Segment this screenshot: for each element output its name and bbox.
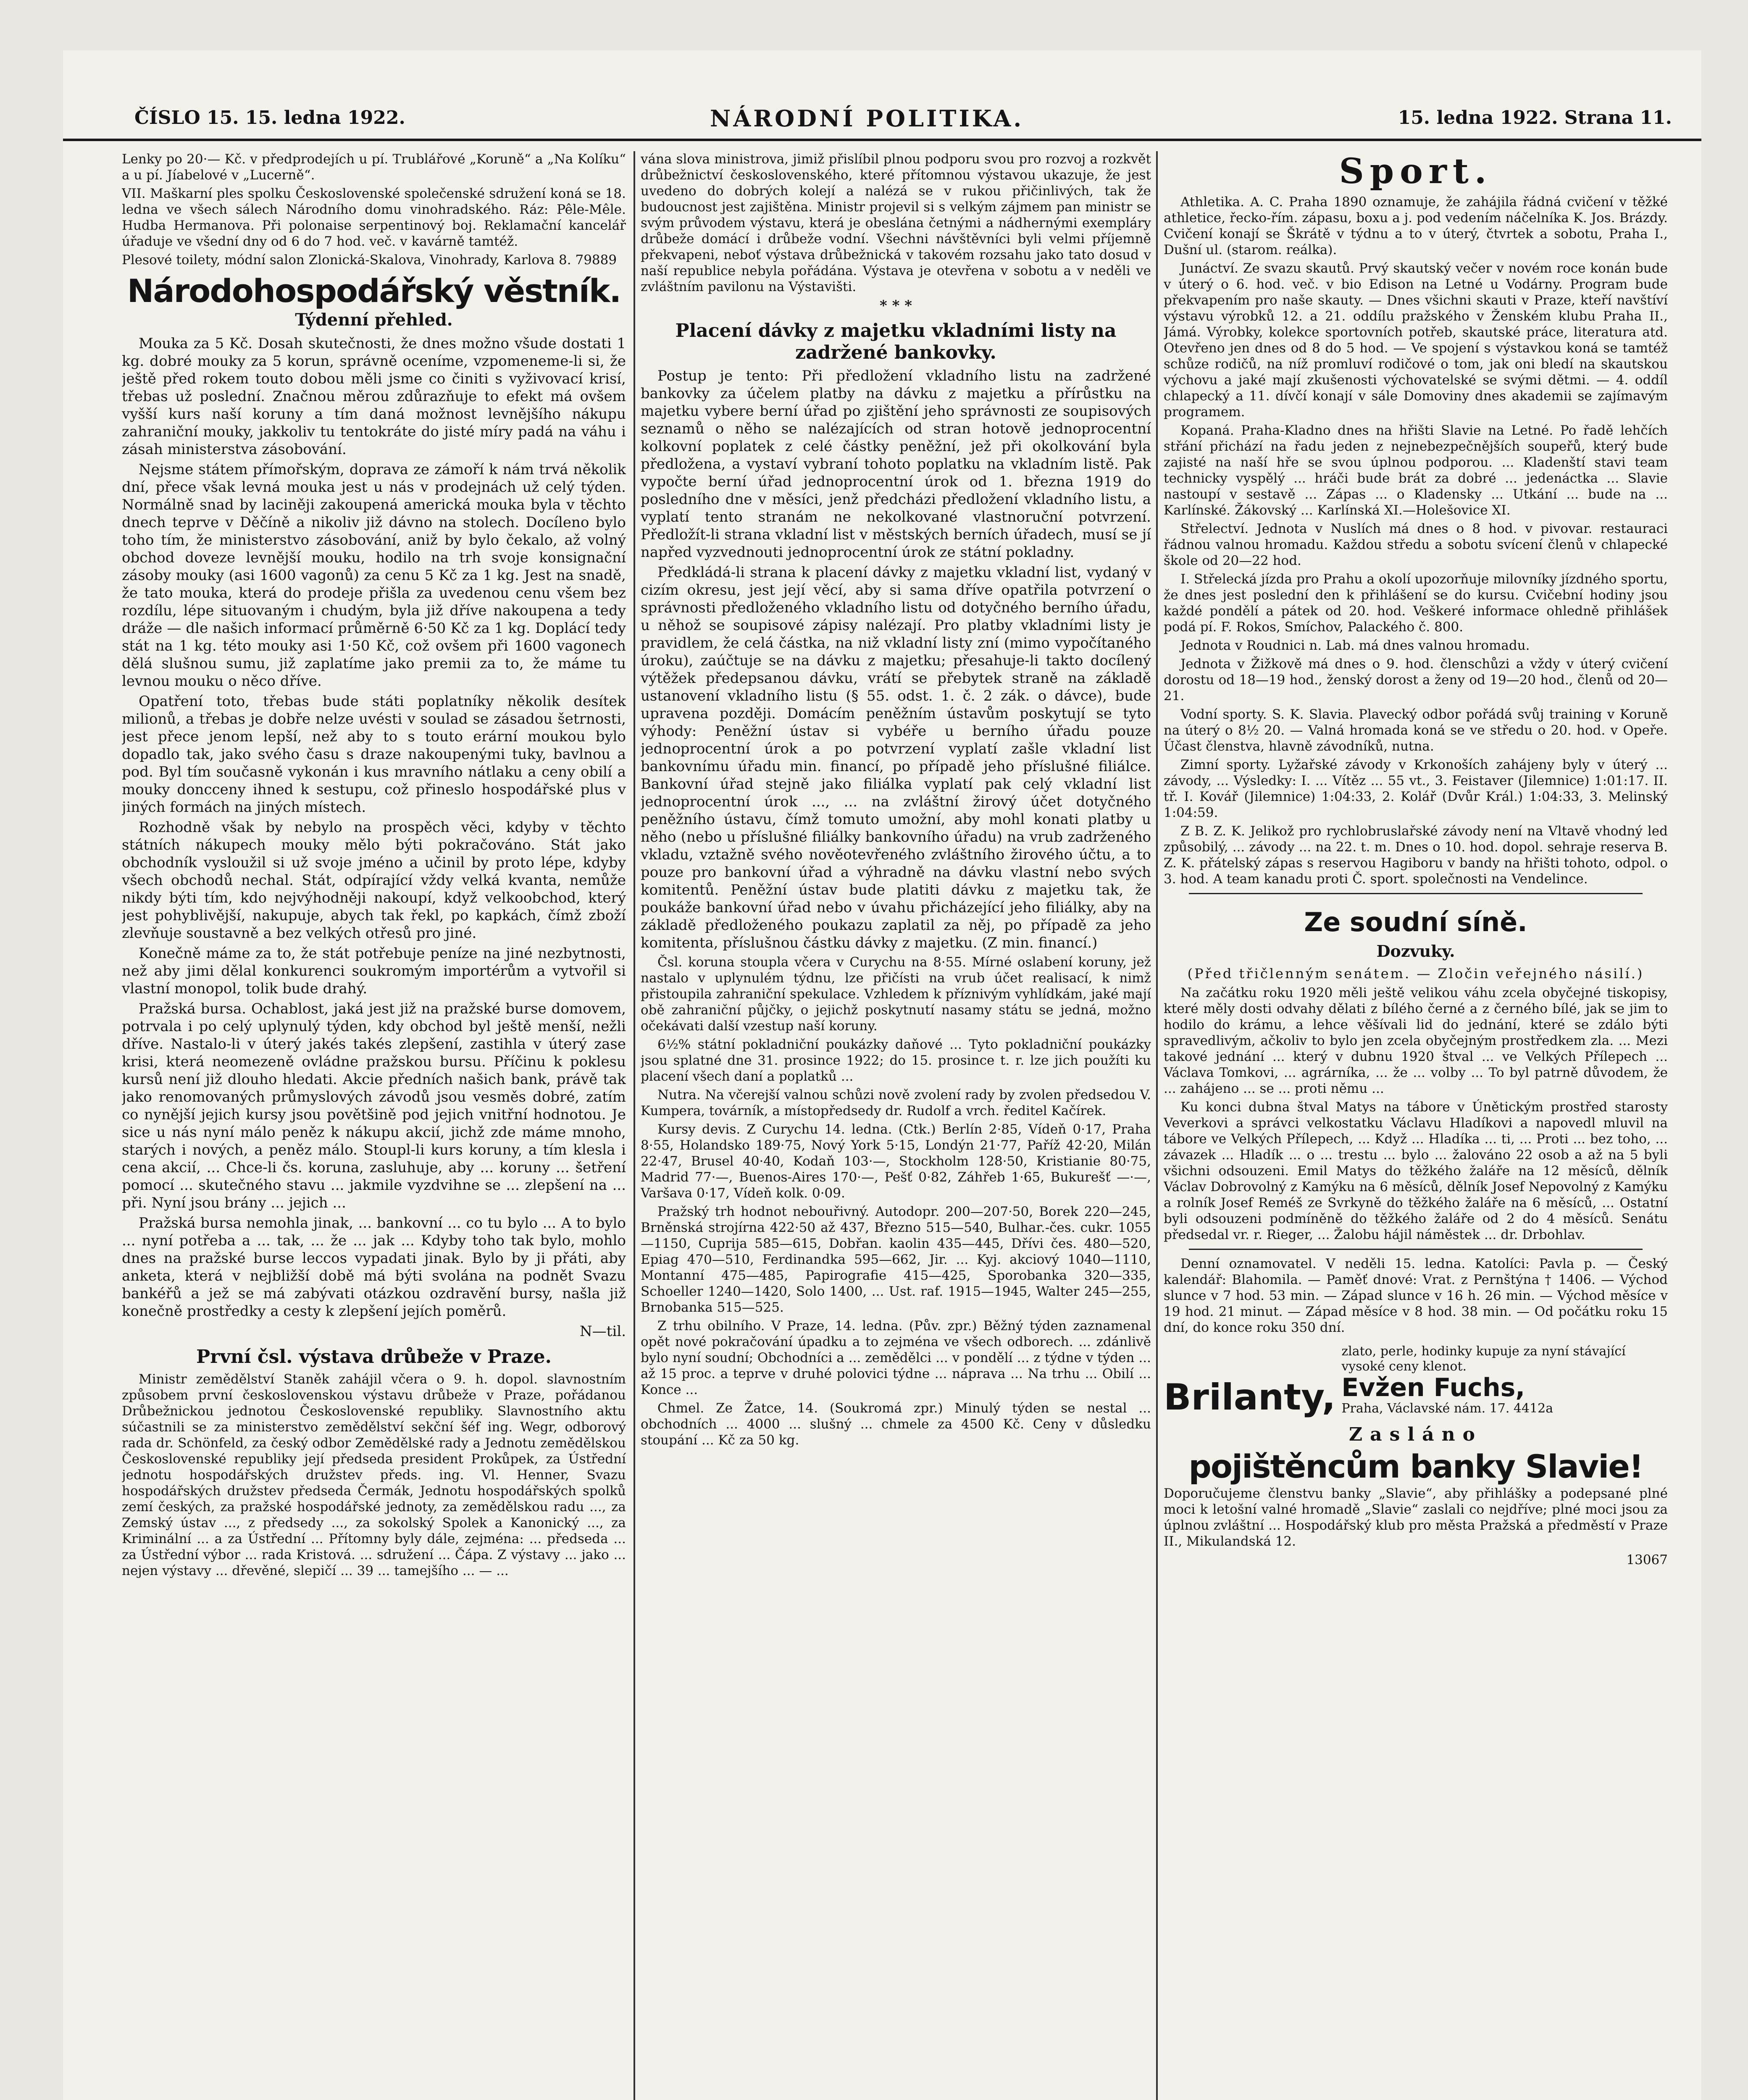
sport-paragraph: Junáctví. Ze svazu skautů. Prvý skautský večer v novém roce konán bude v úterý o 6. hod. več. v bio Edison na Letné u Vodárny. Program bude překvapením pro naše skauty. — Dnes všichni skauti v Praze, kteří navštíví výstavu výrobků 12. a 21. oddílu pražského v Ženském klubu Praha II., Jámá. Výrobky, kolekce sportovních potřeb, skautské práce, literatura atd. Otevřeno jen dnes od 8 do 5 hod. — Ve spojení s výstavkou koná se tamtéž schůze rodičů, na níž promluví rodičové o tom, jak oni bledí na skautskou výchovu a jaké mají zkušenosti výchovatelské se svými dětmi. — 4. oddíl chlapecký a 11. dívčí konají v sále Domoviny dnes akademii se zajímavým programem. xyxy=(1164,261,1668,420)
court-heading: Ze soudní síně. xyxy=(1304,907,1527,937)
exhibit-heading: První čsl. výstava drůbeže v Praze. xyxy=(196,1346,552,1368)
market-paragraph: Čsl. koruna stoupla včera v Curychu na 8·55. Mírné oslabení koruny, jež nastalo v uplynulém týdnu, lze přičísti na vrub účet realisací, k nimž přistoupila zahraniční spekulace. Vzhledem k příznivým vyhlídkám, jaké mají obě zahraniční půjčky, o jejichž poskytnutí nasamy státu se jedná, možno očekávati další vzestup naší koruny. xyxy=(641,955,1151,1034)
ad-text-block xyxy=(1341,1344,1668,1416)
separator-stars: * * * xyxy=(879,297,912,314)
ad-text: zlato, perle, hodinky kupuje za nyní stávající vysoké ceny klenot. xyxy=(1341,1344,1626,1374)
sport-paragraph: Kopaná. Praha-Kladno dnes na hřišti Slavie na Letné. Po řadě lehčích střání přichází na řadu jeden z nejnebezpečnějších soupeřů, který bude zajisté na naší hře se svou úplnou podporou. ... Kladenští stavi team technicky vyspělý ... hráči bude brát za dobré ... jedenáctka ... Slavie nastoupí v sestavě ... Zápas ... o Kladensky ... Utkání ... bude na ... Karlínské. Žákovský ... Karlínská XI.—Holešovice XI. xyxy=(1164,423,1668,518)
ad-address: Praha, Václavské nám. 17. 4412a xyxy=(1341,1401,1553,1416)
issue-date-page: 15. ledna 1922. Strana 11. xyxy=(1398,107,1672,129)
sport-paragraph: Jednota v Roudnici n. Lab. má dnes valnou hromadu. xyxy=(1180,638,1530,653)
column-divider-1 xyxy=(633,151,635,2100)
market-paragraph: Pražský trh hodnot nebouřivný. Autodopr. 200—207·50, Borek 220—245, Brněnská strojírna 422·50 až 437, Březno 515—540, Bulhar.-čes. cukr. 1055—1150, Cuprija 585—615, Dobřan. kaolin 435—445, Dřívi čes. 480—520, Epiag 470—510, Ferdinandka 595—662, Jir. ... Kyj. akciový 1040—1110, Montanní 475—485, Papirografie 415—425, Sporobanka 320—335, Schoeller 1240—1420, Solo 1400, ... Ust. raf. 1915—1945, Walter 245—255, Brnobanka 515—525. xyxy=(641,1204,1151,1315)
bourse-paragraph: Pražská bursa nemohla jinak, ... bankovní ... co tu bylo ... A to bylo ... nyní potřeba a ... tak, ... že ... jak ... Kdyby toho tak bylo, mohlo dnes na pražské burse leccos vypadati jinak. Bylo by ji přáti, aby anketa, která v nejbližší době má býti svolána na podnět Svazu bankéřů a jež se má zabývati otázkou ozdravění bursy, našla již konečně prostředky a cesty k zlepšení jejích poměrů. xyxy=(122,1215,626,1320)
sport-heading: Sport. xyxy=(1339,151,1493,192)
sport-paragraph: Jednota v Žižkově má dnes o 9. hod. členschůzi a vždy v úterý cvičení dorostu od 18—19 hod., ženský dorost a ženy od 19—20 hod., členů od 20—21. xyxy=(1164,656,1668,704)
notice-ball: VII. Maškarní ples spolku Československé společenské sdružení koná se 18. ledna ve všech sálech Národního domu vinohradského. Ráz: Pêle-Mêle. Hudba Hermanova. Při polonaise serpentinový boj. Reklamační kancelář úřaduje ve všední dny od 6 do 7 hod. več. v kavárně tamtéž. xyxy=(122,186,626,249)
economy-paragraph: Opatření toto, třebas bude státi poplatníky několik desítek milionů, a třebas je dobře nelze uvésti v soulad se zásadou šetrnosti, jest přece jenom lepší, než aby to s touto erární moukou bylo dopadlo tak, jako svého času s draze nakoupenými tuky, bavlnou a pod. Byl tím současně vykonán i kus mravního nátlaku a ceny obilí a mouky doncceny ihned k sestupu, což přineslo hospodářské plus v jiných formách na jiných místech. xyxy=(122,693,626,816)
market-paragraph: Z trhu obilního. V Praze, 14. ledna. (Pův. zpr.) Běžný týden zaznamenal opět nové pokračování úpadku a to zejména ve všech odborech. ... zdánlivě bylo nyní soudní; Obchodníci a ... zemědělci ... v pondělí ... z týdne v týden ... až 15 proc. a teprve v druhé polovici týdne ... náprava ... Na trhu ... Obilí ... Konce ... xyxy=(641,1318,1151,1397)
economy-paragraph: Mouka za 5 Kč. Dosah skutečnosti, že dnes možno všude dostati 1 kg. dobré mouky za 5 korun, správně oceníme, vzpomeneme-li si, že ještě před rokem touto dobou měli jsme co činiti s vyživovací krisí, třebas už poslední. Značnou měrou zdůrazňuje to efekt má ovšem vyšší kurs naší koruny a tím daná možnost levnějšího nákupu zahraniční mouky, jakkoliv tu tentokráte do jisté míry padá na váhu i zásah ministerstva zásobování. xyxy=(122,335,626,458)
notice-toilets: Plesové toilety, módní salon Zlonická-Skalova, Vinohrady, Karlova 8. 79889 xyxy=(122,252,617,268)
slavie-text: Doporučujeme členstvu banky „Slavie“, aby přihlášky a podepsané plné moci k letošní valné hromadě „Slavie“ zaslali co nejdříve; plné moci jsou za úplnou zvláštní ... Hospodářský klub pro města Pražská a předměstí v Praze II., Mikulandská 12. xyxy=(1164,1486,1668,1549)
slavie-headline: pojištěncům banky Slavie! xyxy=(1188,1448,1643,1485)
zaslano-label: Zasláno xyxy=(1349,1424,1483,1445)
exhibit-continuation: vána slova ministrova, jimiž přislíbil plnou podporu svou pro rozvoj a rozkvět drůbežnictví československého, které přítomnou výstavou ukazuje, že jest uvedeno do dobrých kolejí a nalézá se v rukou přičinlivých, tak že budoucnost jest zajištěna. Ministr projevil si s velkým zájmem pan ministr se svým průvodem výstavu, která je obeslána četnými a nádhernými exempláry drůbeže domácí i drůbeže vodní. Všechni návštěvníci byli velmi příjemně překvapeni, neboť výstava drůbežnická v takovém rozsahu jako tato dosud v naší republice nebyla pořádána. Výstava je otevřena v sobotu a v neděli ve zvláštním pavilonu na Výstavišti. xyxy=(641,152,1151,294)
court-paragraph: Ku konci dubna štval Matys na tábore v Únětickým prostřed starosty Veverkovi a správci velkostatku Václavu Hladíkovi a napovedl mluvil na tábore ve Velkých Přílepech, ... Když ... Hladíka ... ti, ... Proti ... bez toho, ... závazek ... Hladík ... o ... trestu ... bylo ... žalováno 22 osob a až na 5 byli všichni odsouzeni. Emil Matys do těžkého žaláře na 12 měsíců, dělník Václav Dobrovolný z Kamýku na 6 měsíců, dělník Josef Nepovolný z Kamýku a rolník Josef Reméš ze Svrkyně do těžkého žaláře na 6 měsíců, ... Ostatní byli odsouzeni podmíněně do těžkého žaláře od 2 do 4 měsíců. Senátu předsedal vr. r. Rieger, ... Žalobu hájil náměstek ... dr. Drbohlav. xyxy=(1164,1100,1668,1242)
sport-paragraph: I. Střelecká jízda pro Prahu a okolí upozorňuje milovníky jízdného sportu, že dnes jest poslední den k přihlášení se do kursu. Cvičební hodiny jsou každé pondělí a pátek od 20. hod. Veškeré informace ohledně přihlášek podá pí. F. Rokos, Smíchov, Palackého č. 800. xyxy=(1164,572,1668,635)
notice-paragraph: Postup je tento: Při předložení vkladního listu na zadržené bankovky za účelem platby na dávku z majetku a přírůstku na majetku vybere berní úřad po zjištění jeho správnosti ze soupisových seznamů o něho se nalézajících od stran hotově jednoprocentní kolkovní poplatek z celé částky peněžní, jež při okolkování byla předložena, a vystaví vybraní tohoto poplatku na vkladním listě. Pak vypočte berní úřad jednoprocentní úrok od 1. března 1919 do posledního dne v měsíci, jenž předcházi předložení vkladního listu, a vyplatí tento stranám ne nekolkované vlastnoruční potvrzení. Předložít-li strana vkladní list v městských berních úřadech, musí se jí napřed vyzvednouti jednoprocentní úrok ze státní pokladny. xyxy=(641,368,1151,561)
notice-heading: Placení dávky z majetku vkladními listy na zadržené bankovky. xyxy=(675,320,1117,363)
column-divider-2 xyxy=(1156,151,1158,2100)
economy-paragraph: Rozhodně však by nebylo na prospěch věci, kdyby v těchto státních nákupech mouky mělo býti pokračováno. Stát jako obchodník vysloužil si už svoje jméno a učinil by proto lépe, kdyby všech obchodů nechal. Stát, odpírající vždy velká kvanta, nemůže nikdy býti tím, kdo nejvýhodněji nakoupí, když velkoobchod, který jest pohyblivější, nakupuje, abych tak řekl, po kapkách, čímž zboží zlevňuje soustavně a bez velkých otřesů pro jiné. xyxy=(122,819,626,942)
court-paragraph: Na začátku roku 1920 měli ještě velikou váhu zcela obyčejné tiskopisy, které měly dosti odvahy dělati z bílého černé a z černého bílé, jak se jim to hodilo do krámu, a lehce věšívali lid do jednání, které se zdálo býti spravedlivým, ačkoliv to bylo jen zcela obyčejným prostředkem zla. ... Mezi takové jednání ... který v dubnu 1920 štval ... ve Velkých Přílepech ... Václava Tomkovi, ... agrárníka, ... že ... volby ... To byl patrně důvodem, že ... zahájeno ... se ... proti němu ... xyxy=(1164,985,1668,1096)
calendar-notice: Denní oznamovatel. V neděli 15. ledna. Katolíci: Pavla p. — Český kalendář: Blahomila. — Paměť dnové: Vrat. z Pernštýna † 1406. — Východ slunce v 7 hod. 53 min. — Západ slunce v 16 h. 26 min. — Východ měsíce v 19 hod. 21 minut. — Západ měsíce v 8 hod. 38 min. — Od počátku roku 15 dní, do konce roku 350 dní. xyxy=(1164,1256,1668,1335)
ad-name: Evžen Fuchs, xyxy=(1341,1373,1525,1402)
slavie-code: 13067 xyxy=(1626,1552,1668,1567)
sport-paragraph: Střelectví. Jednota v Nuslích má dnes o 8 hod. v pivovar. restauraci řádnou valnou hromadu. Každou středu a sobotu svícení členů v chlapecké škole od 20—22 hod. xyxy=(1164,521,1668,568)
author-signature: N—til. xyxy=(580,1323,626,1340)
sport-paragraph: Vodní sporty. S. K. Slavia. Plavecký odbor pořádá svůj training v Koruně na úterý o 8½ 20. — Valná hromada koná se ve středu o 20. hod. v Opeře. Účast členstva, hlavně závodníků, nutna. xyxy=(1164,707,1668,754)
market-paragraph: Nutra. Na včerejší valnou schůzi nově zvolení rady by zvolen předsedou V. Kumpera, továrník, a místopředsedy dr. Rudolf a vrch. ředitel Kačírek. xyxy=(641,1087,1151,1118)
notice-paragraph: Předkládá-li strana k placení dávky z majetku vkladní list, vydaný v cizím okresu, jest její věcí, aby si sama dříve opatřila potvrzení o správnosti předloženého vkladního listu od dotyčného berního úřadu, u něhož se soupisové zápisy nalézají. Pro platby vkladními listy je pravidlem, že celá částka, na niž vkladní listy zní (mimo vypočítaného úroku), zaúčtuje se na dávku z majetku; přesahuje-li takto docílený výtěžek předepsanou dávku, vrátí se přebytek straně na základě ustanovení vkladního listu (§ 55. odst. 1. č. 2 zák. o dávce), bude upravena později. Domácím peněžním ústavům poskytují se tyto výhody: Peněžní ústav si vybéře u berního úřadu pouze jednoprocentní úrok a po potvrzení vyplatí zašle vkladní list bankovnímu úřadu min. financí, po případě jeho příslušné filiálce. Bankovní úřad stejně jako filiálka vyplatí pak celý vkladní list jednoprocentní úrok ..., ... na zvláštní žirový účet dotyčného peněžního ústavu, čímž tomuto umožní, aby mohl konati platby u něho (nebo u příslušné filiálky bankovního úřadu) na vrub zadrženého vkladu, vztažně svého nověotevřeného zvláštního žirového účtu, a to pouze pro bankovní úřad a výhradně na dávku vlastní nebo svých komitentů. Peněžní ústav bude platiti dávku z majetku tak, že poukáže bankovní úřad nebo v úvahu přicházející jeho filiálky, aby na základě předloženého poukazu zaplatil za něj, po případě za jeho komitenta, příslušnou částku dávky z majetku. (Z min. financí.) xyxy=(641,564,1151,951)
section-rule xyxy=(1189,1249,1643,1250)
newspaper-title: NÁRODNÍ POLITIKA. xyxy=(710,105,1024,132)
economy-paragraph: Konečně máme za to, že stát potřebuje peníze na jiné nezbytnosti, než aby jimi dělal konkurenci soukromým importérům a vytvořil si vlastní monopol, tolik bude drahý. xyxy=(122,945,626,997)
market-paragraph: Kursy devis. Z Curychu 14. ledna. (Ctk.) Berlín 2·85, Vídeň 0·17, Praha 8·55, Holandsko 189·75, Nový York 5·15, Londýn 21·77, Paříž 42·20, Milán 22·47, Brusel 40·40, Kodaň 103·—, Stockholm 128·50, Kristianie 80·75, Madrid 77·—, Buenos-Aires 170·—, Pešť 0·82, Záhřeb 1·65, Bukurešť —·—, Varšava 0·17, Vídeň kolk. 0·09. xyxy=(641,1122,1151,1201)
market-paragraph: 6½% státní pokladniční poukázky daňové ... Tyto pokladniční poukázky jsou splatné dne 31. prosince 1922; do 15. prosince t. r. lze jich použíti ku placení všech daní a poplatků ... xyxy=(641,1037,1151,1084)
column-1 xyxy=(122,151,626,2100)
column-2 xyxy=(641,151,1151,2100)
court-subheading: Dozvuky. xyxy=(1376,942,1455,961)
exhibit-paragraph: Ministr zemědělství Staněk zahájil včera o 9. h. dopol. slavnostním způsobem první československou výstavu drůbeže v Praze, pořádanou Drůbežnickou jednotou Československé republiky. Slavnostního aktu súčastnili se za ministerstvo zemědělství sekční šéf ing. Wegr, odborový rada dr. Schönfeld, za český odbor Zemědělské rady a Jednotu zemědělskou Československé republiky její předseda president Prokůpek, za Ústřední jednotu hospodářských družstev předs. ing. Vl. Henner, Svazu hospodářských družstev předseda Čermák, Jednotu hospodářských spolků zemí českých, za pražské hospodářské jednoty, za zemědělskou radu ..., za Zemský ústav ..., z předsedy ..., za sokolský Spolek a Kanonický ..., za Kriminální ... a za Ústřední ... Přítomny byly dále, zejména: ... předseda ... za Ústřední výbor ... rada Kristová. ... sdružení ... Čápa. Z výstavy ... jako ... nejen výstavy ... dřevěné, slepičí ... 39 ... tamejšího ... — ... xyxy=(122,1372,626,1578)
jeweller-advertisement xyxy=(1164,1344,1668,1416)
economy-subheading: Týdenní přehled. xyxy=(295,310,453,330)
section-rule xyxy=(1189,893,1643,894)
market-paragraph: Chmel. Ze Žatce, 14. (Soukromá zpr.) Minulý týden se nestal ... obchodních ... 4000 ... slušný ... chmele za 4500 Kč. Ceny v důsledku stoupání ... Kč za 50 kg. xyxy=(641,1401,1151,1448)
court-senate: (Před třičlenným senátem. — Zločin veřejného násilí.) xyxy=(1187,966,1644,982)
column-3 xyxy=(1164,151,1668,2100)
economy-heading: Národohospodářský věstník. xyxy=(127,272,621,310)
sport-paragraph: Z B. Z. K. Jelikož pro rychlobruslařské závody není na Vltavě vhodný led způsobilý, ... závody ... na 22. t. m. Dnes o 10. hod. dopol. sehraje reserva B. Z. K. přátelský zápas s reservou Hagiboru v bandy na hřišti tohoto, odpol. o 3. hod. A team kanadu proti Č. sport. společnosti na Vendelince. xyxy=(1164,824,1668,887)
sport-paragraph: Zimní sporty. Lyžařské závody v Krkonoších zahájeny byly v úterý ... závody, ... Výsledky: I. ... Vítěz ... 55 vt., 3. Feistaver (Jilemnice) 1:01:17. II. tř. I. Kovář (Jilemnice) 1:04:33, 2. Kolář (Dvůr Král.) 1:04:33, 3. Melinský 1:04:59. xyxy=(1164,757,1668,820)
notice-tickets: Lenky po 20·— Kč. v předprodejích u pí. Trublářové „Koruně“ a „Na Kolíku“ a u pí. Jíabelové v „Lucerně“. xyxy=(122,152,626,183)
page-header xyxy=(63,105,1701,141)
issue-date-left: ČÍSLO 15. 15. ledna 1922. xyxy=(134,107,405,129)
sport-paragraph: Athletika. A. C. Praha 1890 oznamuje, že zahájila řádná cvičení v těžké athletice, řecko-řím. zápasu, boxu a j. pod vedením náčelníka K. Jos. Brázdy. Cvičení konají se Škrátě v týdnu a to v úterý, čtvrtek a sobotu, Praha I., Dušní ul. (starom. reálka). xyxy=(1164,194,1668,257)
bourse-paragraph: Pražská bursa. Ochablost, jaká jest již na pražské burse domovem, potrvala i po celý uplynulý týden, kdy obchod byl ještě menší, nežli dříve. Nastalo-li v úterý jakés takés zlepšení, zastihla v úterý zase krisi, která neomezeně ovládne pražskou bursu. Příčinu k poklesu kursů není již dlouho hledati. Akcie předních našich bank, právě tak jako renomovaných průmyslových závodů jsou vesměs dobré, zatím co nynější jejich kursy jsou povětšině pod jejich vnitřní hodnotou. Je sice u nás nyní málo peněz k nákupu akcií, jichž zde máme mnoho, starých i nových, a peněz málo. Stoupl-li kurs koruny, a tím klesla i cena akcií, ... Chce-li čs. koruna, zasluhuje, aby ... koruny ... šetření pomocí ... skutečného stavu ... jakmile vyzdvihne se ... zlepšení na ... při. Nyní jsou brány ... jejich ... xyxy=(122,1000,626,1211)
economy-paragraph: Nejsme státem přímořským, doprava ze zámoří k nám trvá několik dní, přece však levná mouka jest u nás v prodejnách už celý týden. Normálně snad by laciněji zakoupená americká mouka byla v těchto dnech teprve v Děčíně a nikoliv již dávno na stolech. Docíleno bylo toho tím, že ministerstvo zásobování, aniž by bylo čekalo, až volný obchod doveze levnější mouku, hodilo na trh svoje konsignační zásoby mouky (asi 1600 vagonů) za cenu 5 Kč za 1 kg. Jest na snadě, že tato mouka, která do prodeje přišla za uvedenou cenu všem bez rozdílu, lépe situovaným i chudým, byla již dříve nakoupena a tedy dráže — dle našich informací průměrně 6·50 Kč za 1 kg. Doplácí tedy stát na 1 kg. této mouky asi 1·50 Kč, což ovšem při 1600 vagonech dělá slušnou sumu, již zaplatíme jako premii za to, že máme tu levnou mouku o něco dříve. xyxy=(122,461,626,690)
ad-brand: Brilanty, xyxy=(1164,1376,1336,1418)
